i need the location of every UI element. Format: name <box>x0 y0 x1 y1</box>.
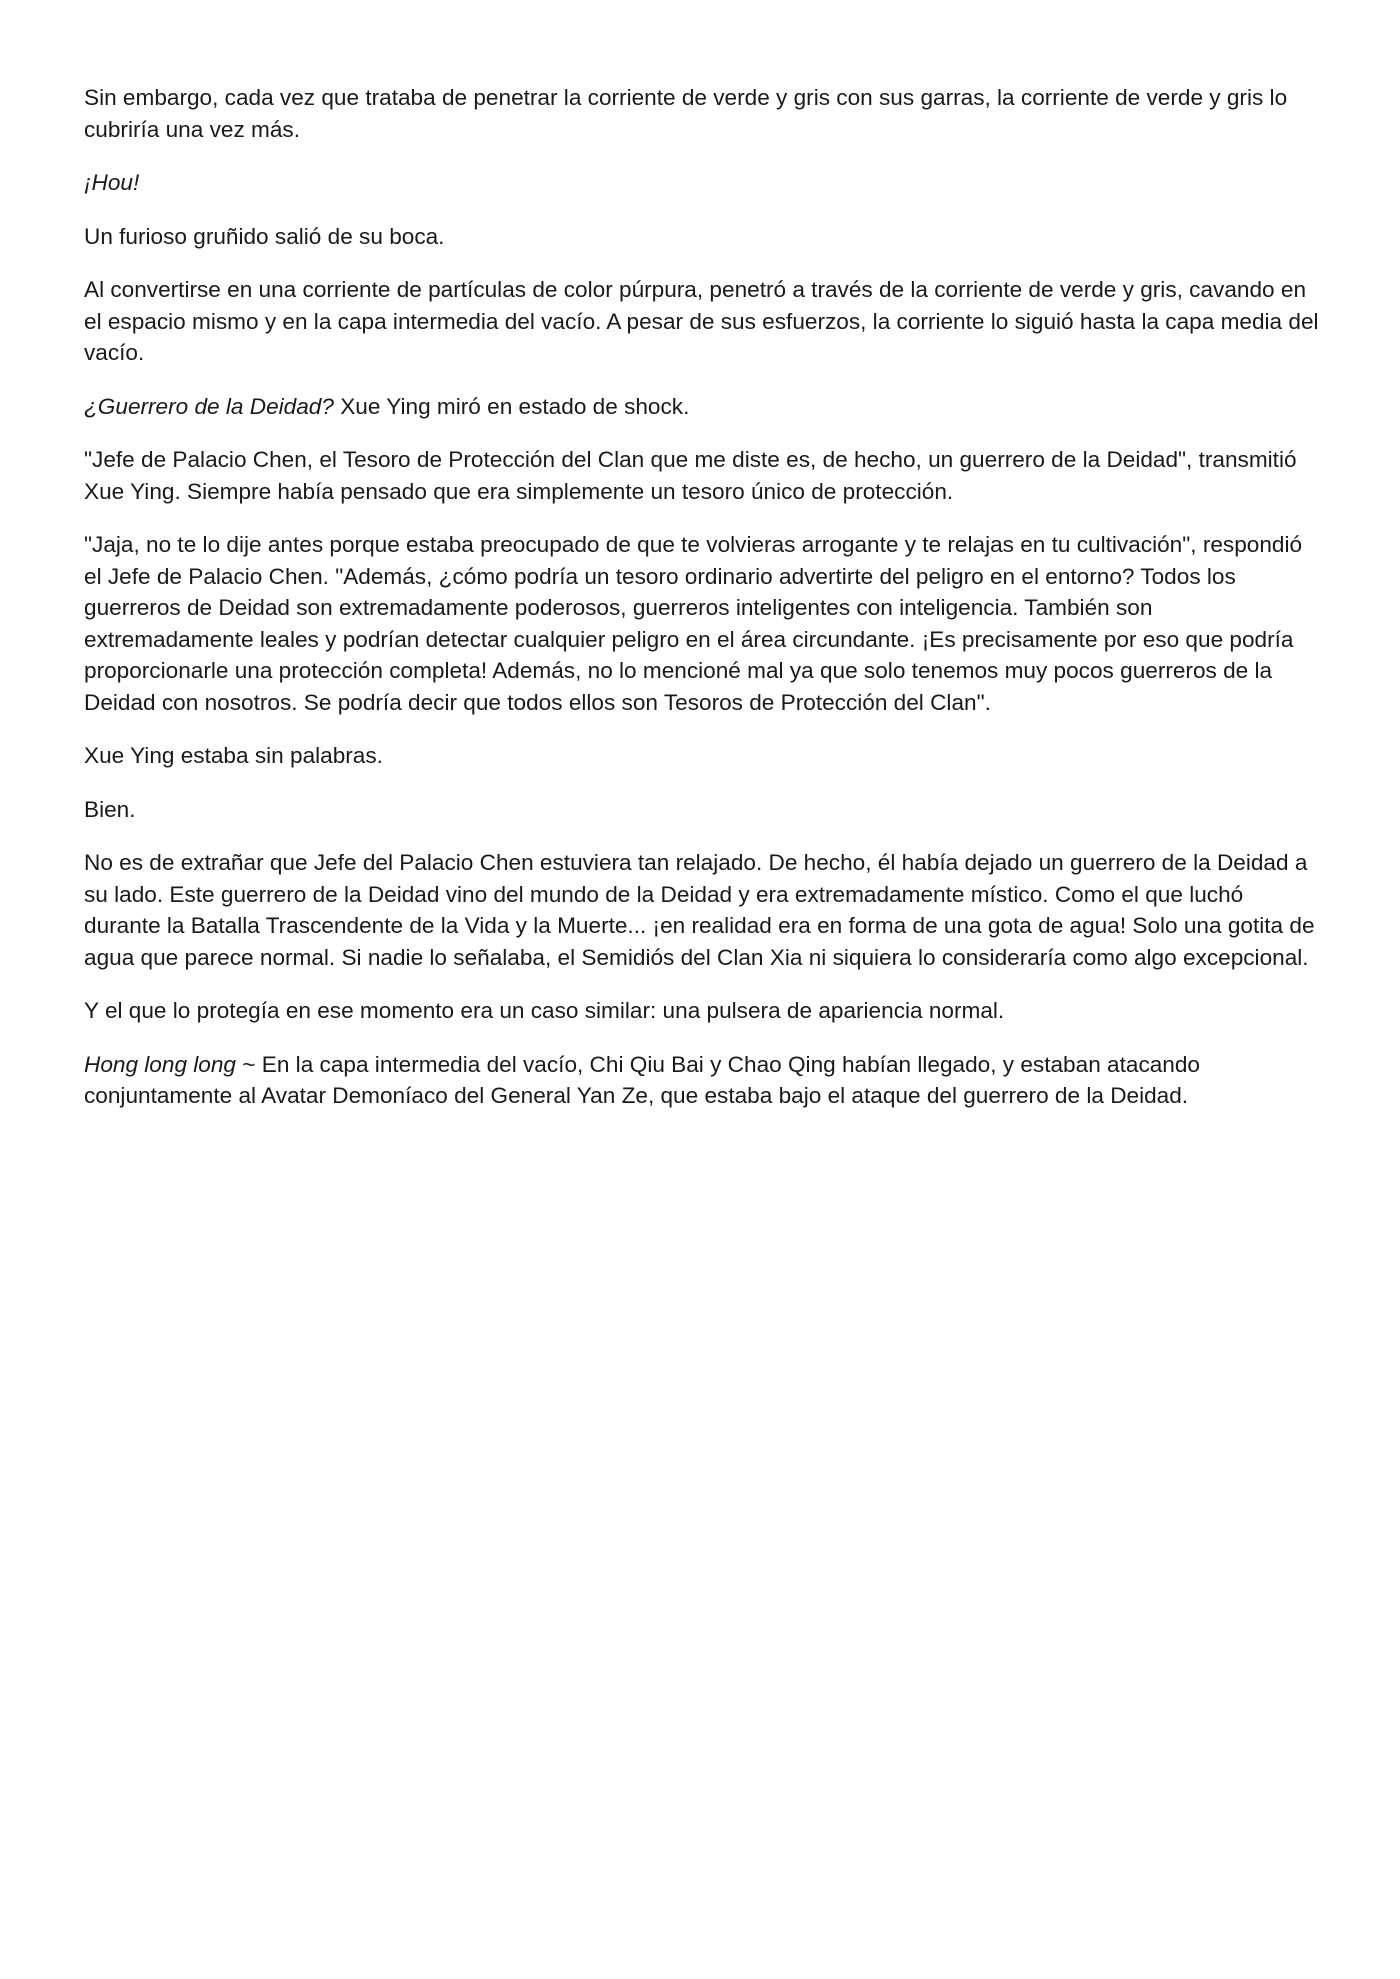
paragraph-11 <box>84 995 1320 1027</box>
paragraph-4-text: Al convertirse en una corriente de partículas de color púrpura, penetró a través de la corriente de verde y gris, cavando en el espacio mismo y en la capa intermedia del vacío. A pesar de sus esfuerzos, la corriente lo siguió hasta la capa media del vacío. <box>84 277 1319 365</box>
paragraph-6 <box>84 444 1320 507</box>
paragraph-1-text: Sin embargo, cada vez que trataba de penetrar la corriente de verde y gris con sus garras, la corriente de verde y gris lo cubriría una vez más. <box>84 85 1288 142</box>
paragraph-12-text: ~ En la capa intermedia del vacío, Chi Qiu Bai y Chao Qing habían llegado, y estaban atacando conjuntamente al Avatar Demoníaco del General Yan Ze, que estaba bajo el ataque del guerrero de la Deidad. <box>84 1051 1201 1108</box>
paragraph-11-text: Y el que lo protegía en ese momento era un caso similar: una pulsera de apariencia normal. <box>84 998 1005 1023</box>
document-page <box>84 82 1320 1134</box>
paragraph-4 <box>84 274 1320 369</box>
paragraph-5 <box>84 391 1320 423</box>
paragraph-10 <box>84 847 1320 973</box>
paragraph-5-text: Xue Ying miró en estado de shock. <box>333 393 690 419</box>
paragraph-7-text: "Jaja, no te lo dije antes porque estaba preocupado de que te volvieras arrogante y te relajas en tu cultivación", respondió el Jefe de Palacio Chen. "Además, ¿cómo podría un tesoro ordinario advertirte del peligro en el entorno? Todos los guerreros de Deidad son extremadamente poderosos, guerreros inteligentes con inteligencia. También son extremadamente leales y podrían detectar cualquier peligro en el área circundante. ¡Es precisamente por eso que podría proporcionarle una protección completa! Además, no lo mencioné mal ya que solo tenemos muy pocos guerreros de la Deidad con nosotros. Se podría decir que todos ellos son Tesoros de Protección del Clan". <box>84 532 1303 715</box>
paragraph-12-italic: Hong long long <box>84 1051 237 1077</box>
paragraph-3 <box>84 221 1320 253</box>
paragraph-8 <box>84 740 1320 772</box>
paragraph-7 <box>84 529 1320 718</box>
paragraph-5-italic: ¿Guerrero de la Deidad? <box>84 393 334 419</box>
paragraph-10-text: No es de extrañar que Jefe del Palacio Chen estuviera tan relajado. De hecho, él había dejado un guerrero de la Deidad a su lado. Este guerrero de la Deidad vino del mundo de la Deidad y era extremadamente místico. Como el que luchó durante la Batalla Trascendente de la Vida y la Muerte... ¡en realidad era en forma de una gota de agua! Solo una gotita de agua que parece normal. Si nadie lo señalaba, el Semidiós del Clan Xia ni siquiera lo consideraría como algo excepcional. <box>84 850 1315 970</box>
paragraph-3-text: Un furioso gruñido salió de su boca. <box>84 223 445 249</box>
paragraph-6-text: "Jefe de Palacio Chen, el Tesoro de Protección del Clan que me diste es, de hecho, un guerrero de la Deidad", transmitió Xue Ying. Siempre había pensado que era simplemente un tesoro único de protección. <box>84 447 1297 504</box>
paragraph-9-text: Bien. <box>84 796 136 822</box>
paragraph-2-italic: ¡Hou! <box>84 170 140 195</box>
paragraph-9 <box>84 794 1320 826</box>
paragraph-12 <box>84 1049 1320 1112</box>
paragraph-8-text: Xue Ying estaba sin palabras. <box>84 743 383 768</box>
paragraph-2 <box>84 167 1320 199</box>
paragraph-1 <box>84 82 1320 145</box>
